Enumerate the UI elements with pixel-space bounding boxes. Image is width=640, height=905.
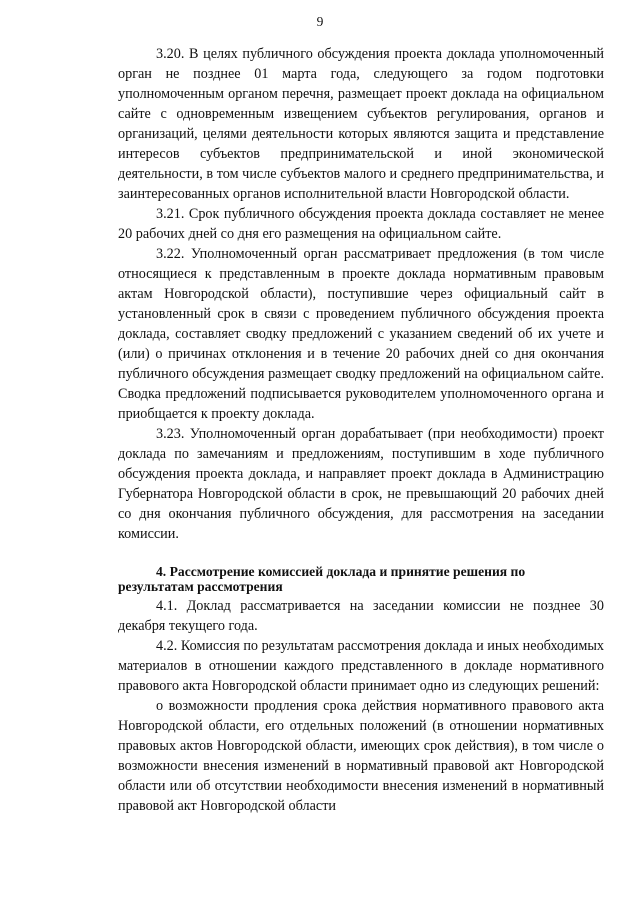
paragraph-3-22: 3.22. Уполномоченный орган рассматривает предложения (в том числе относящиеся к представленным в проекте доклада нормативным правовым актам Новгородской области), поступившие через официальный сайт в установленный срок в связи с проведением публичного обсуждения проекта доклада, составляет сводку предложений с указанием сведений об их учете и (или) о причинах отклонения и в течение 20 рабочих дней со дня окончания публичного обсуждения размещает сводку предложений на официальном сайте. Сводка предложений подписывается руководителем уполномоченного органа и приобщается к проекту доклада.	[118, 246, 604, 422]
paragraph-3-21: 3.21. Срок публичного обсуждения проекта доклада составляет не менее 20 рабочих дней со дня его размещения на официальном сайте.	[118, 206, 604, 242]
paragraph-3-23: 3.23. Уполномоченный орган дорабатывает (при необходимости) проект доклада по замечаниям и предложениям, поступившим в ходе публичного обсуждения проекта доклада, и направляет проект доклада в Администрацию Губернатора Новгородской области в срок, не превышающий 20 рабочих дней со дня окончания публичного обсуждения, для рассмотрения на заседании комиссии.	[118, 426, 604, 542]
document-body	[118, 44, 604, 816]
section-heading: 4. Рассмотрение комиссией доклада и принятие решения по результатам рассмотрения	[118, 564, 526, 594]
paragraph-4-1: 4.1. Доклад рассматривается на заседании комиссии не позднее 30 декабря текущего года.	[118, 598, 604, 634]
paragraph-decision-1: о возможности продления срока действия нормативного правового акта Новгородской области, его отдельных положений (в отношении нормативных правовых актов Новгородской области, имеющих срок действия), в том числе о возможности внесения изменений в нормативный правовой акт Новгородской области или об отсутствии необходимости внесения изменений в нормативный правовой акт Новгородской области	[118, 698, 604, 814]
page-number: 9	[316, 14, 324, 29]
paragraph-4-2: 4.2. Комиссия по результатам рассмотрения доклада и иных необходимых материалов в отношении каждого представленного в докладе нормативного правового акта Новгородской области принимает одно из следующих решений:	[118, 638, 604, 694]
paragraph-3-20: 3.20. В целях публичного обсуждения проекта доклада уполномоченный орган не позднее 01 марта года, следующего за годом подготовки уполномоченным органом перечня, размещает проект доклада на официальном сайте с одновременным извещением субъектов регулирования, органов и организаций, целями деятельности которых являются защита и представление интересов субъектов предпринимательской и иной экономической деятельности, в том числе субъектов малого и среднего предпринимательства, и заинтересованных органов исполнительной власти Новгородской области.	[118, 46, 604, 202]
